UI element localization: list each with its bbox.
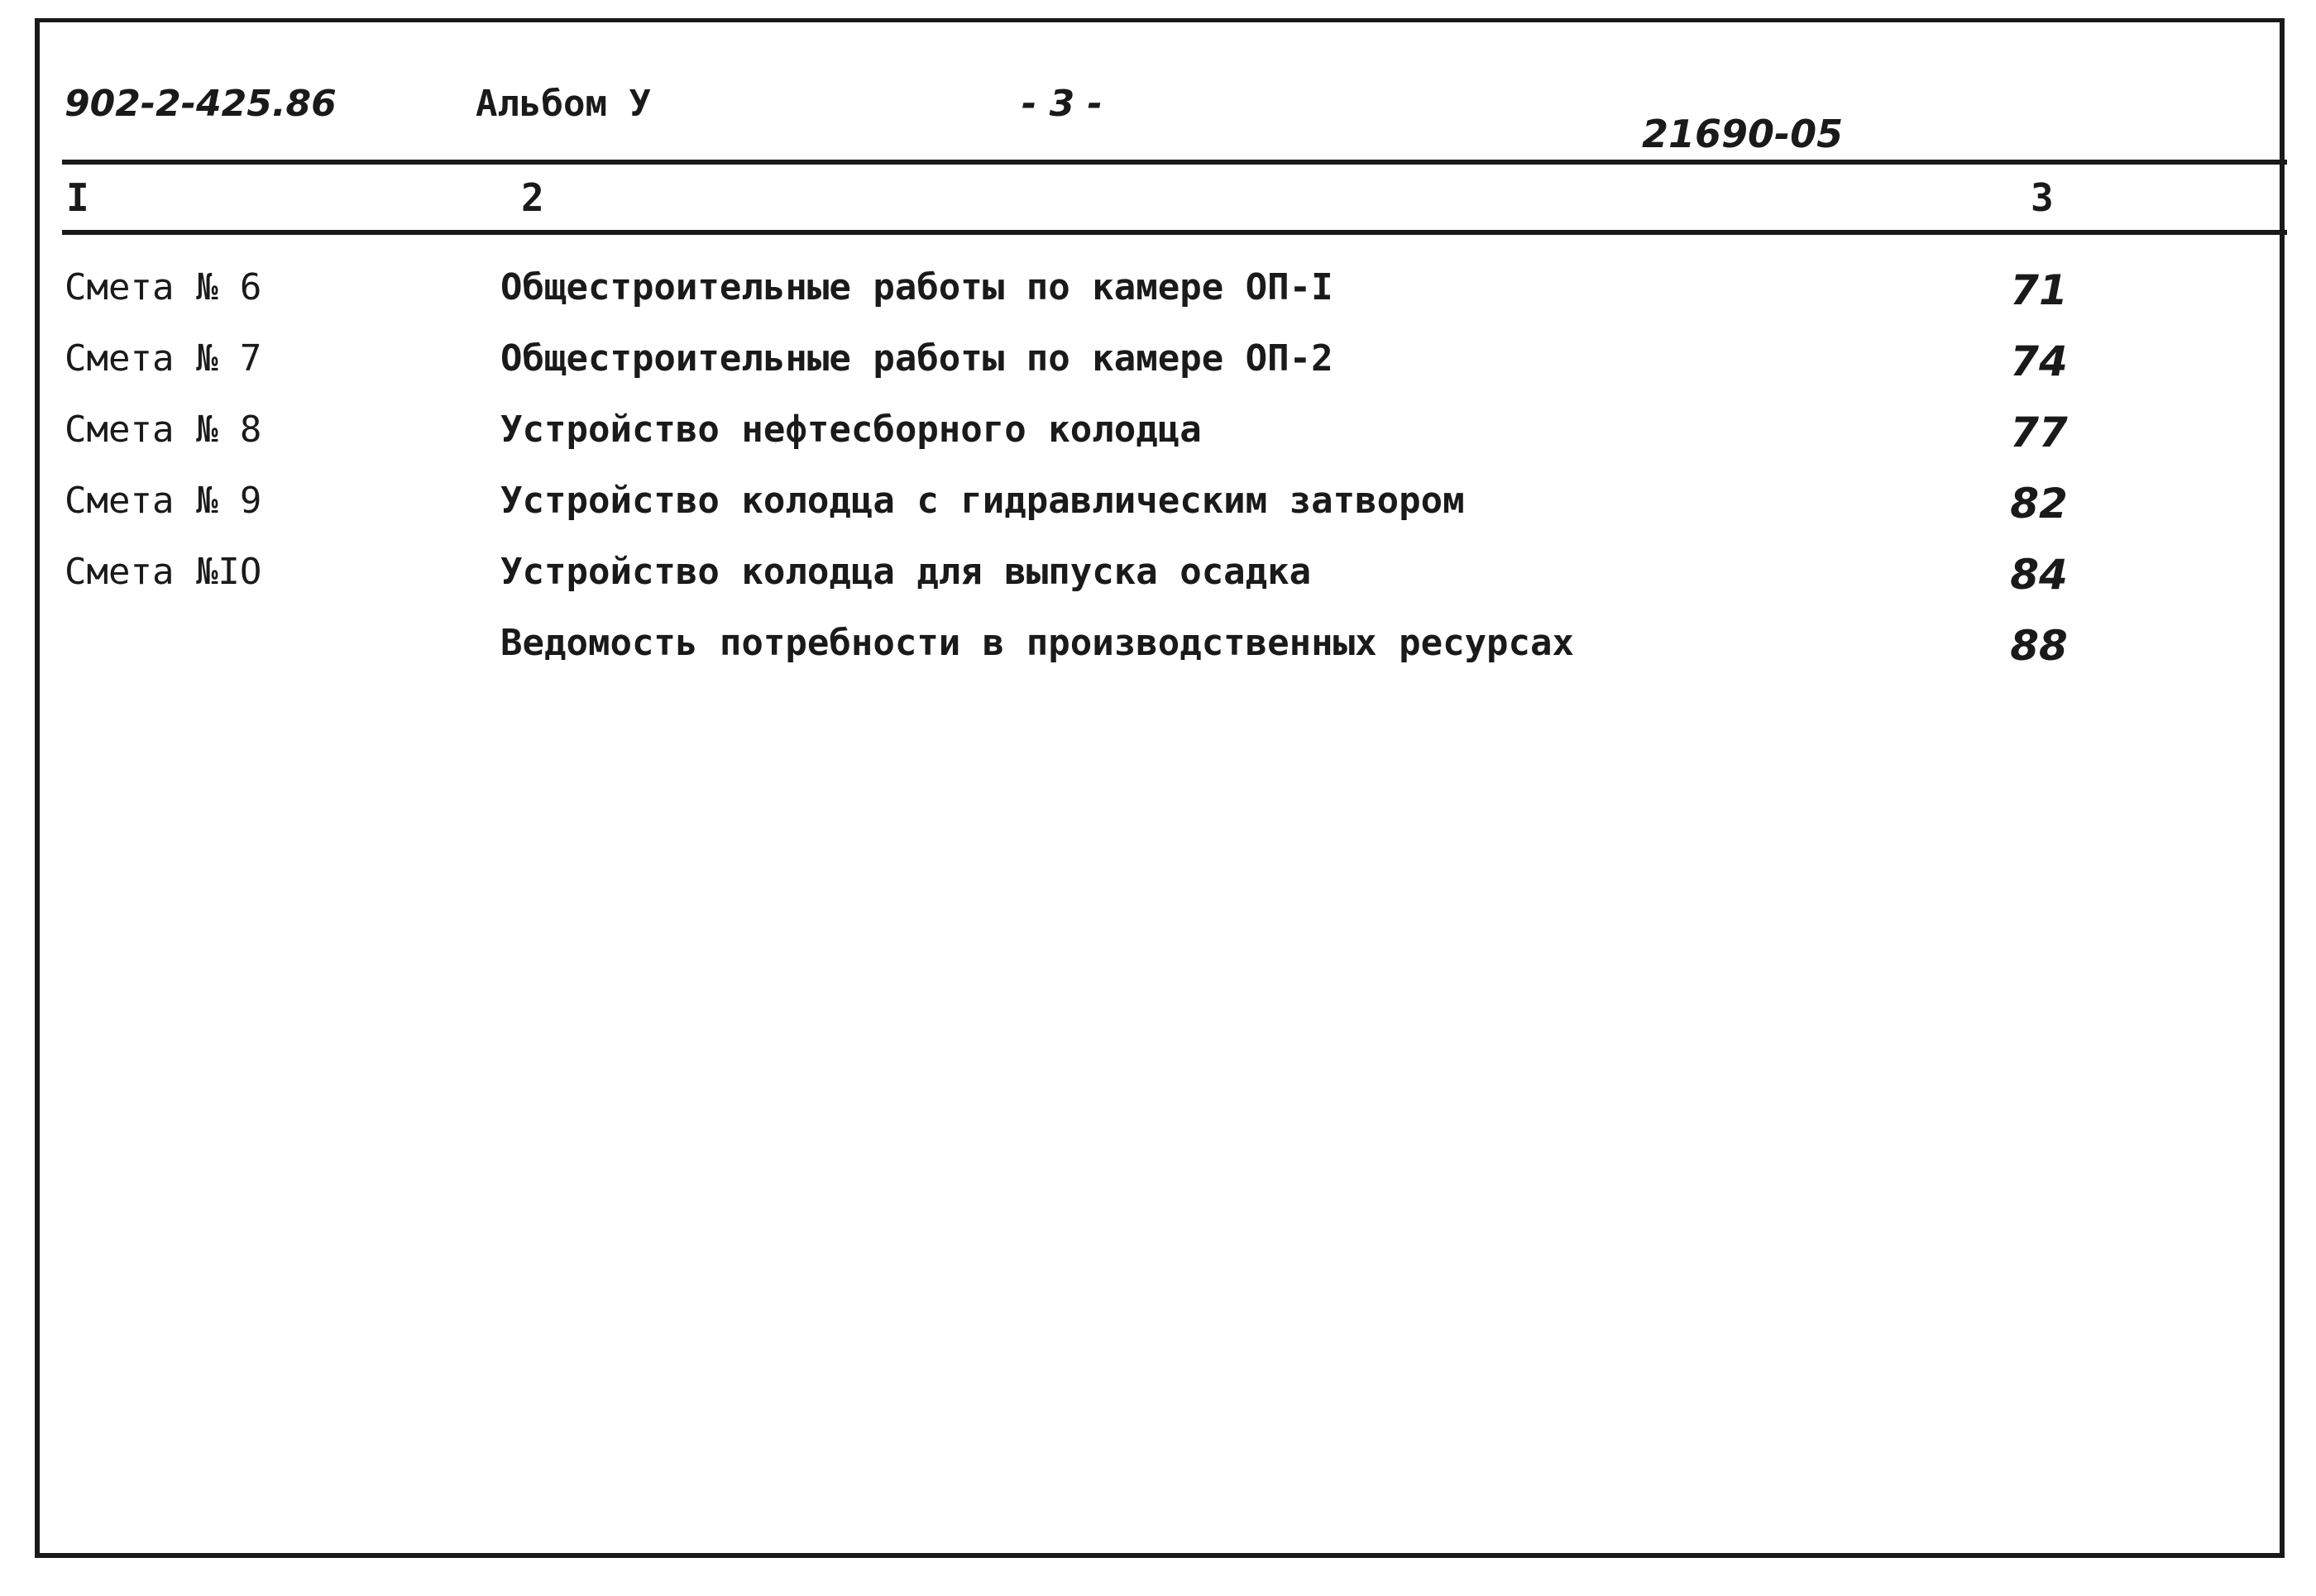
header-rule-top	[62, 160, 2287, 165]
page-number: - 3 -	[1022, 83, 1103, 125]
estimate-title: Устройство колодца с гидравлическим затвором	[500, 480, 1465, 522]
table-row	[0, 266, 2316, 337]
page-frame	[35, 18, 2285, 1558]
inventory-number: 21690-05	[1642, 112, 1844, 156]
estimate-title: Ведомость потребности в производственных ресурсах	[500, 622, 1575, 664]
column-number-2: 2	[521, 175, 544, 220]
page-ref: 82	[2010, 480, 2068, 528]
estimate-title: Общестроительные работы по камере ОП-2	[500, 337, 1333, 380]
table-row	[0, 480, 2316, 551]
page-ref: 74	[2010, 337, 2068, 385]
header-rule-bottom	[62, 230, 2287, 235]
album-label: Альбом У	[476, 83, 651, 125]
estimate-title: Общестроительные работы по камере ОП-I	[500, 266, 1333, 308]
table-row	[0, 551, 2316, 622]
page-ref: 88	[2010, 622, 2068, 670]
estimate-label: Смета № 8	[65, 409, 262, 451]
column-number-1: I	[66, 175, 89, 220]
page-ref: 71	[2010, 266, 2068, 314]
estimate-title: Устройство нефтесборного колодца	[500, 409, 1202, 451]
estimate-label: Смета №IO	[65, 551, 262, 593]
estimate-label: Смета № 7	[65, 337, 262, 380]
table-row	[0, 337, 2316, 409]
estimate-title: Устройство колодца для выпуска осадка	[500, 551, 1312, 593]
page-ref: 84	[2010, 551, 2068, 599]
column-number-3: 3	[2031, 175, 2054, 220]
table-row	[0, 409, 2316, 480]
document-code: 902-2-425.86	[65, 83, 337, 125]
page-ref: 77	[2010, 409, 2068, 456]
table-row	[0, 622, 2316, 693]
estimate-label: Смета № 6	[65, 266, 262, 308]
estimate-label: Смета № 9	[65, 480, 262, 522]
